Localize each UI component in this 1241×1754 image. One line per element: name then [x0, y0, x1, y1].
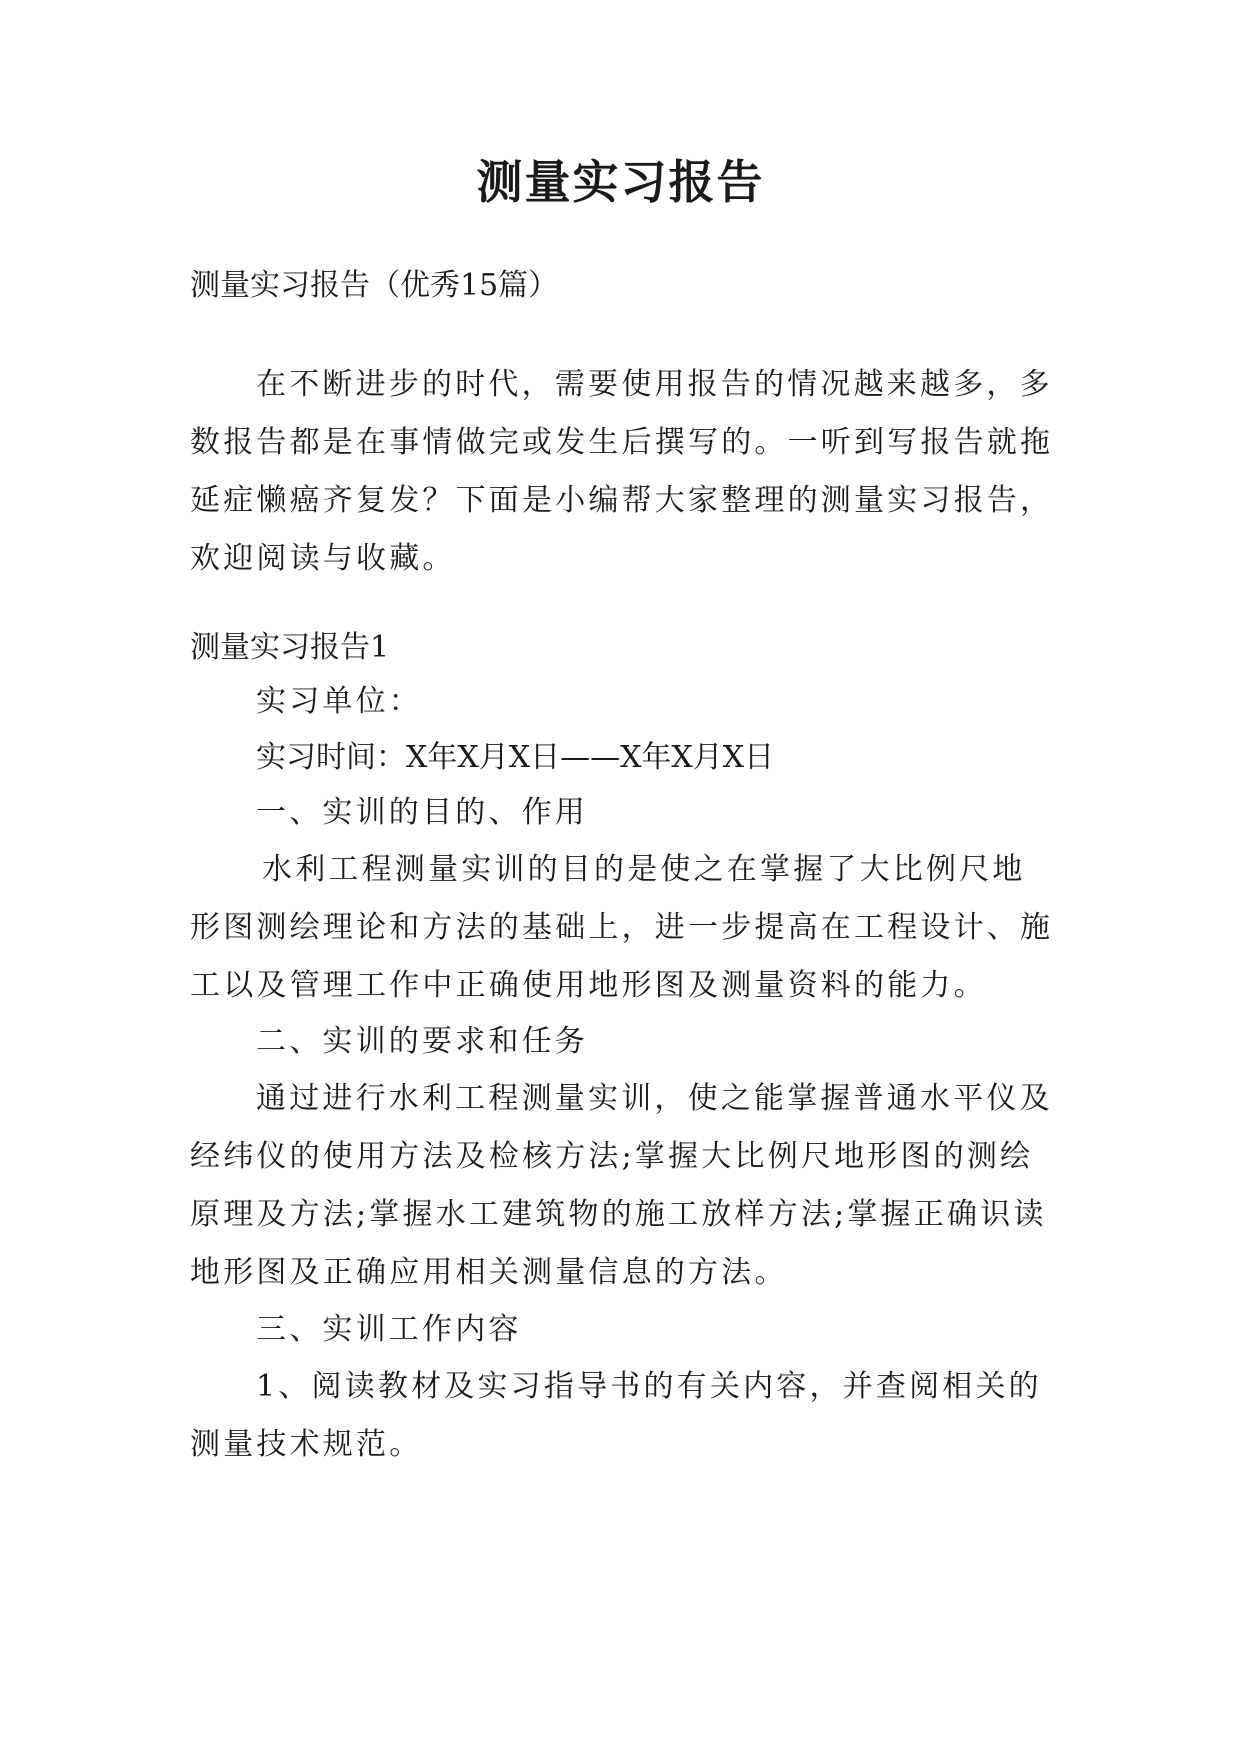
paragraph-line: 通过进行水利工程测量实训，使之能掌握普通水平仪及 — [256, 1081, 1053, 1116]
intro-line: 在不断进步的时代，需要使用报告的情况越来越多，多 — [256, 367, 1053, 402]
document-subtitle: 测量实习报告（优秀15篇） — [190, 268, 559, 303]
report-heading: 测量实习报告1 — [190, 630, 390, 665]
document-title: 测量实习报告 — [476, 155, 765, 209]
internship-unit: 实习单位： — [256, 684, 422, 719]
paragraph-line: 经纬仪的使用方法及检核方法;掌握大比例尺地形图的测绘 — [190, 1139, 1034, 1174]
section-heading: 一、实训的目的、作用 — [256, 795, 588, 830]
paragraph-line: 水利工程测量实训的目的是使之在掌握了大比例尺地 — [262, 852, 1026, 887]
paragraph-line: 1、阅读教材及实习指导书的有关内容，并查阅相关的 — [256, 1369, 1042, 1404]
paragraph-line: 原理及方法;掌握水工建筑物的施工放样方法;掌握正确识读 — [190, 1197, 1047, 1232]
section-heading: 二、实训的要求和任务 — [256, 1024, 588, 1059]
internship-time: 实习时间：X年X月X日——X年X月X日 — [256, 740, 775, 775]
intro-line: 延症懒癌齐复发？下面是小编帮大家整理的测量实习报告， — [190, 483, 1054, 518]
intro-line: 数报告都是在事情做完或发生后撰写的。一听到写报告就拖 — [190, 425, 1054, 460]
paragraph-line: 工以及管理工作中正确使用地形图及测量资料的能力。 — [190, 968, 987, 1003]
paragraph-line: 地形图及正确应用相关测量信息的方法。 — [190, 1255, 788, 1290]
section-heading: 三、实训工作内容 — [256, 1312, 522, 1347]
paragraph-line: 测量技术规范。 — [190, 1427, 423, 1462]
intro-line: 欢迎阅读与收藏。 — [190, 541, 456, 576]
paragraph-line: 形图测绘理论和方法的基础上，进一步提高在工程设计、施 — [190, 910, 1054, 945]
